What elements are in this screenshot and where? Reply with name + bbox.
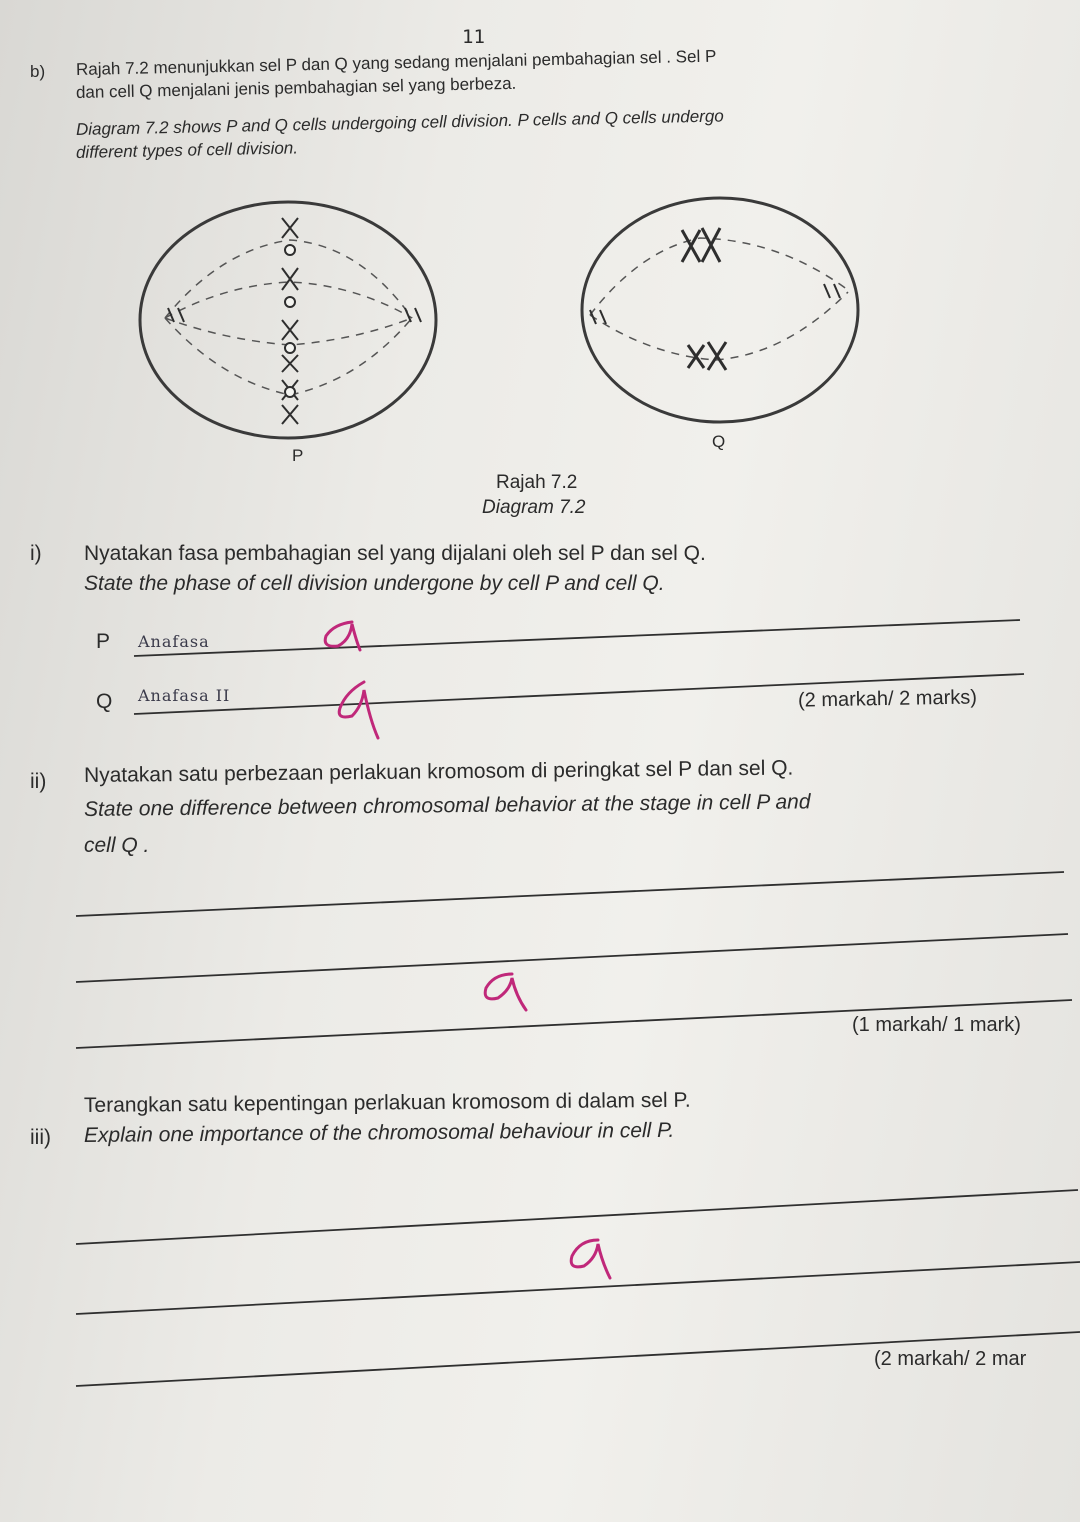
question-b-english-line2: different types of cell division.	[75, 138, 299, 162]
part-i-english: State the phase of cell division undergone by cell P and cell Q.	[84, 572, 665, 595]
part-i-p-label: P	[96, 630, 111, 653]
answer-line-ii-1	[76, 872, 1064, 916]
diagram-caption-malay: Rajah 7.2	[496, 472, 578, 493]
answer-line-q	[134, 674, 1024, 714]
grading-mark-ii	[485, 974, 526, 1010]
part-i-malay: Nyatakan fasa pembahagian sel yang dijalani oleh sel P dan sel Q.	[84, 542, 706, 565]
question-b-malay-line2: dan cell Q menjalani jenis pembahagian sel yang berbeza.	[75, 73, 517, 102]
question-b-malay-line1: Rajah 7.2 menunjukkan sel P dan Q yang sedang menjalani pembahagian sel . Sel P	[75, 46, 717, 79]
part-iii-malay: Terangkan satu kepentingan perlakuan kromosom di dalam sel P.	[83, 1088, 691, 1117]
part-i-q-answer[interactable]: Anafasa II	[138, 686, 231, 705]
part-ii-marks: (1 markah/ 1 mark)	[852, 1014, 1021, 1036]
part-ii-english-line1: State one difference between chromosomal behavior at the stage in cell P and	[83, 790, 811, 821]
grading-mark-q	[339, 682, 378, 738]
answer-line-iii-3	[76, 1332, 1080, 1386]
part-i-marks: (2 markah/ 2 marks)	[797, 686, 978, 712]
diagram-caption-english: Diagram 7.2	[482, 497, 586, 518]
part-iii-label: iii)	[30, 1126, 51, 1149]
answer-line-ii-3	[76, 1000, 1072, 1048]
grading-mark-p	[325, 622, 360, 650]
part-ii-english-line2: cell Q .	[84, 834, 150, 857]
part-iii-english: Explain one importance of the chromosomal behaviour in cell P.	[83, 1118, 675, 1147]
part-ii-malay: Nyatakan satu perbezaan perlakuan kromosom di peringkat sel P dan sel Q.	[83, 756, 794, 787]
question-b-english-line1: Diagram 7.2 shows P and Q cells undergoing cell division. P cells and Q cells undergo	[75, 106, 724, 139]
answer-line-iii-1	[76, 1190, 1078, 1244]
question-b-label: b)	[30, 62, 46, 81]
answer-line-ii-2	[76, 934, 1068, 982]
part-i-q-label: Q	[96, 690, 113, 713]
part-iii-marks: (2 markah/ 2 mar	[874, 1348, 1027, 1370]
cell-q-label: Q	[712, 432, 726, 451]
part-ii-label: ii)	[30, 770, 47, 793]
part-i-label: i)	[30, 542, 42, 565]
page-number: 11	[462, 26, 485, 48]
answer-line-p	[134, 620, 1020, 656]
part-i-p-answer[interactable]: Anafasa	[138, 632, 210, 651]
grading-mark-iii	[571, 1240, 610, 1278]
answer-line-iii-2	[76, 1262, 1080, 1314]
cell-p-label: P	[292, 446, 304, 465]
